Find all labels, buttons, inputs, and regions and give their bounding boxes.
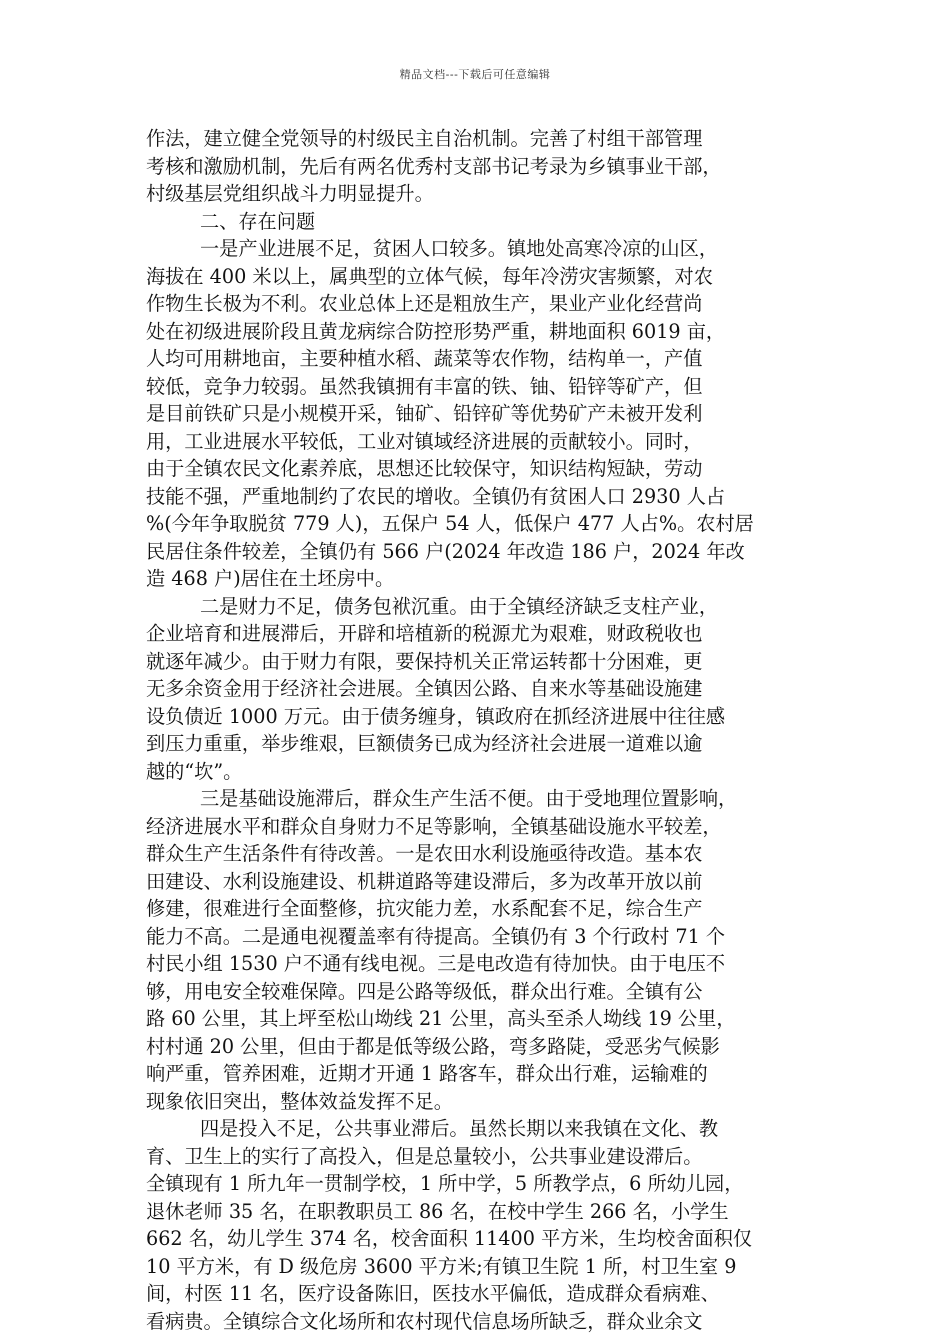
document-line: 三是基础设施滞后，群众生产生活不便。由于受地理位置影响， bbox=[200, 787, 738, 810]
document-line: 处在初级进展阶段且黄龙病综合防控形势严重，耕地面积 6019 亩， bbox=[146, 319, 726, 343]
document-line: 人均可用耕地亩，主要种植水稻、蔬菜等农作物，结构单一，产值 bbox=[146, 347, 703, 370]
document-line: 二是财力不足，债务包袱沉重。由于全镇经济缺乏支柱产业， bbox=[200, 594, 719, 618]
document-line: 间，村医 11 名，医疗设备陈旧，医技水平偏低，造成群众看病难、 bbox=[146, 1282, 720, 1305]
page-header: 精品文档---下载后可任意编辑 bbox=[399, 68, 551, 81]
document-line: 田建设、水利设施建设、机耕道路等建设滞后，多为改革开放以前 bbox=[146, 869, 703, 893]
document-line: 考核和激励机制，先后有两名优秀村支部书记考录为乡镇事业干部， bbox=[146, 154, 722, 178]
document-line: 造 468 户)居住在土坯房中。 bbox=[146, 567, 395, 590]
document-line: 路 60 公里，其上坪至松山坳线 21 公里，高头至杀人坳线 19 公里， bbox=[146, 1007, 736, 1030]
document-line: 用，工业进展水平较低，工业对镇域经济进展的贡献较小。同时， bbox=[146, 429, 703, 453]
document-line: 村村通 20 公里，但由于都是低等级公路，弯多路陡，受恶劣气候影 bbox=[146, 1034, 720, 1058]
document-line: 就逐年减少。由于财力有限，要保持机关正常运转都十分困难，更 bbox=[146, 649, 703, 673]
document-line: 无多余资金用于经济社会进展。全镇因公路、自来水等基础设施建 bbox=[146, 677, 703, 700]
document-line: 四是投入不足，公共事业滞后。虽然长期以来我镇在文化、教 bbox=[200, 1117, 719, 1140]
document-line: 经济进展水平和群众自身财力不足等影响，全镇基础设施水平较差， bbox=[146, 814, 722, 838]
document-line: %(今年争取脱贫 779 人)，五保户 54 人，低保户 477 人占%。农村居 bbox=[146, 512, 754, 535]
document-line: 到压力重重，举步维艰，巨额债务已成为经济社会进展一道难以逾 bbox=[146, 732, 703, 755]
document-line: 现象依旧突出，整体效益发挥不足。 bbox=[146, 1089, 453, 1113]
document-line: 群众生产生活条件有待改善。一是农田水利设施亟待改造。基本农 bbox=[146, 842, 703, 865]
document-line: 10 平方米，有 D 级危房 3600 平方米;有镇卫生院 1 所，村卫生室 9 bbox=[146, 1254, 737, 1278]
document-line: 作物生长极为不利。农业总体上还是粗放生产，果业产业化经营尚 bbox=[146, 292, 703, 315]
document-line: 海拔在 400 米以上，属典型的立体气候，每年冷涝灾害频繁，对农 bbox=[146, 264, 713, 288]
document-line: 设负债近 1000 万元。由于债务缠身，镇政府在抓经济进展中往往感 bbox=[146, 704, 726, 728]
document-body bbox=[146, 125, 808, 1335]
document-line: 作法，建立健全党领导的村级民主自治机制。完善了村组干部管理 bbox=[146, 127, 703, 150]
document-line: 够，用电安全较难保障。四是公路等级低，群众出行难。全镇有公 bbox=[146, 979, 703, 1003]
document-line: 民居住条件较差，全镇仍有 566 户(2024 年改造 186 户，2024 年改 bbox=[146, 539, 745, 563]
document-line: 一是产业进展不足，贫困人口较多。镇地处高寒冷凉的山区， bbox=[200, 237, 719, 260]
document-line: 较低，竞争力较弱。虽然我镇拥有丰富的铁、铀、铅锌等矿产，但 bbox=[146, 374, 703, 398]
document-line: 退休老师 35 名，在职教职员工 86 名，在校中学生 266 名，小学生 bbox=[146, 1199, 729, 1223]
document-line: 二、存在问题 bbox=[200, 209, 316, 233]
document-line: 修建，很难进行全面整修，抗灾能力差，水系配套不足，综合生产 bbox=[146, 897, 703, 920]
document-line: 能力不高。二是通电视覆盖率有待提高。全镇仍有 3 个行政村 71 个 bbox=[146, 924, 726, 948]
document-line: 育、卫生上的实行了高投入，但是总量较小，公共事业建设滞后。 bbox=[146, 1144, 703, 1168]
document-line: 响严重，管养困难，近期才开通 1 路客车，群众出行难，运输难的 bbox=[146, 1062, 708, 1085]
document-line: 662 名，幼儿学生 374 名，校舍面积 11400 平方米，生均校舍面积仅 bbox=[146, 1227, 753, 1250]
document-line: 越的“坎”。 bbox=[146, 759, 243, 783]
document-line: 村级基层党组织战斗力明显提升。 bbox=[146, 182, 434, 205]
document-line: 技能不强，严重地制约了农民的增收。全镇仍有贫困人口 2930 人占 bbox=[146, 484, 726, 508]
document-line: 村民小组 1530 户不通有线电视。三是电改造有待加快。由于电压不 bbox=[146, 952, 726, 975]
document-line: 是目前铁矿只是小规模开采，铀矿、铅锌矿等优势矿产未被开发利 bbox=[146, 402, 703, 425]
document-line: 看病贵。全镇综合文化场所和农村现代信息场所缺乏，群众业余文 bbox=[146, 1309, 703, 1333]
document-line: 全镇现有 1 所九年一贯制学校，1 所中学，5 所教学点，6 所幼儿园， bbox=[146, 1172, 744, 1195]
document-line: 企业培育和进展滞后，开辟和培植新的税源尤为艰难，财政税收也 bbox=[146, 622, 703, 645]
document-line: 由于全镇农民文化素养底，思想还比较保守，知识结构短缺，劳动 bbox=[146, 457, 703, 480]
